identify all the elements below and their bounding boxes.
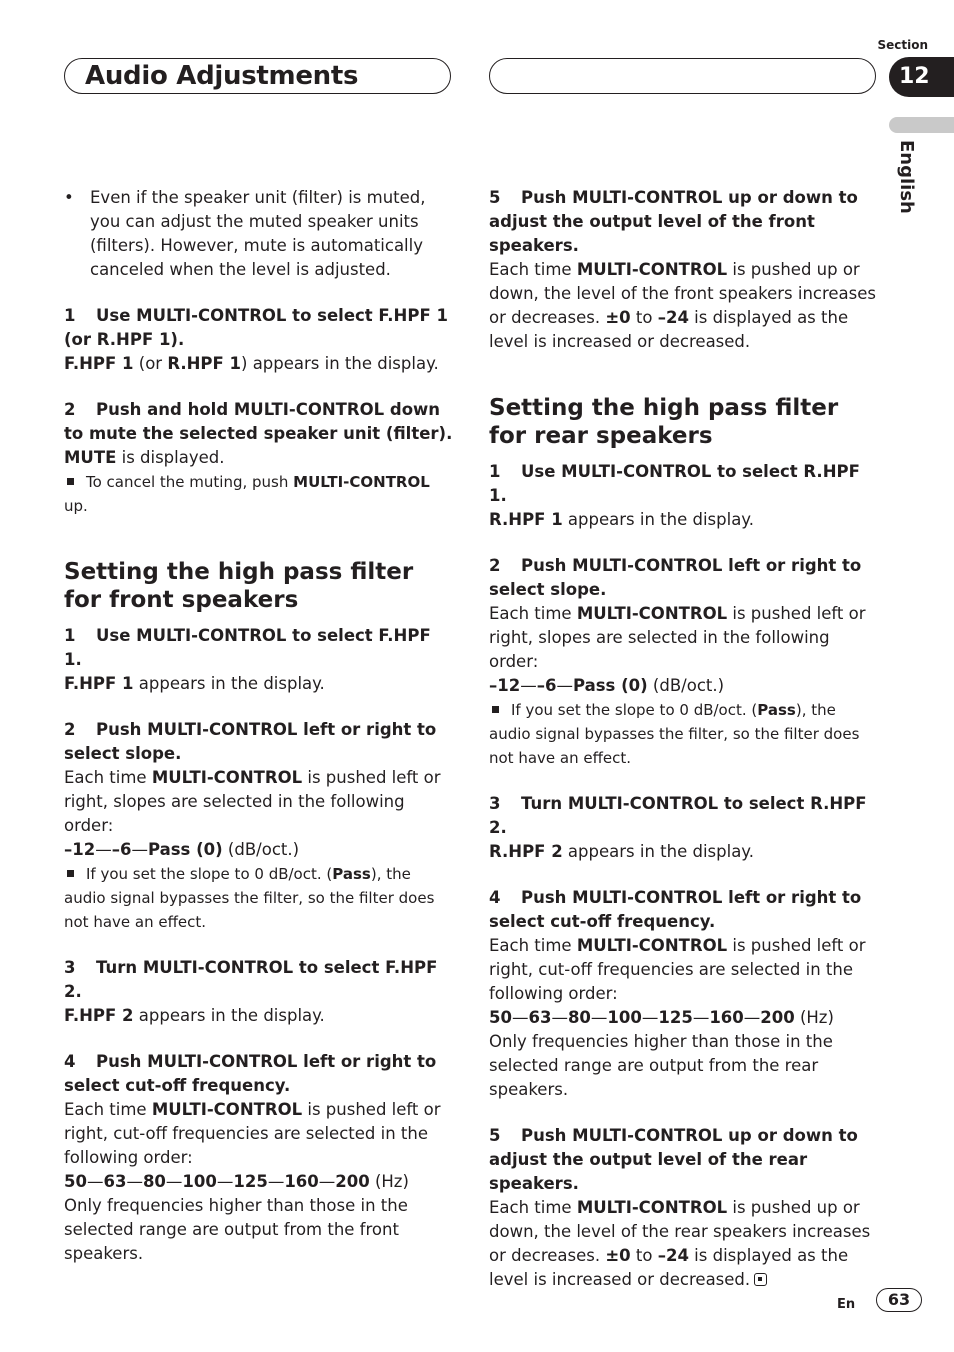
note-square-icon bbox=[492, 706, 499, 713]
slope-sequence: –12—–6—Pass (0) (dB/oct.) bbox=[489, 676, 725, 695]
note: To cancel the muting, push MULTI-CONTROL up. bbox=[64, 473, 430, 515]
step-body: R.HPF 2 appears in the display. bbox=[489, 842, 754, 861]
left-column bbox=[64, 186, 454, 1266]
page-number: 63 bbox=[876, 1288, 922, 1312]
bullet-dot-icon: • bbox=[64, 188, 74, 207]
step-body: F.HPF 2 appears in the display. bbox=[64, 1006, 325, 1025]
section-label: Section bbox=[877, 38, 928, 52]
page-title: Audio Adjustments bbox=[85, 61, 359, 91]
step-heading: 5 Push MULTI-CONTROL up or down to adjust the output level of the rear speakers. bbox=[489, 1126, 858, 1193]
step-heading: 3 Turn MULTI-CONTROL to select F.HPF 2. bbox=[64, 958, 438, 1001]
step-heading: 4 Push MULTI-CONTROL left or right to select cut-off frequency. bbox=[64, 1052, 437, 1095]
step-body: Each time MULTI-CONTROL is pushed left or right, cut-off frequencies are selected in the following order: bbox=[64, 1100, 441, 1167]
step-body: R.HPF 1 appears in the display. bbox=[489, 510, 754, 529]
slope-sequence: –12—–6—Pass (0) (dB/oct.) bbox=[64, 840, 300, 859]
step-heading: 2 Push and hold MULTI-CONTROL down to mute the selected speaker unit (filter). bbox=[64, 400, 453, 443]
note: If you set the slope to 0 dB/oct. (Pass), the audio signal bypasses the filter, so the filter does not have an effect. bbox=[64, 865, 435, 931]
note-square-icon bbox=[67, 870, 74, 877]
section-heading: Setting the high pass filter for front speakers bbox=[64, 559, 414, 613]
end-of-section-icon bbox=[754, 1273, 767, 1286]
step-heading: 2 Push MULTI-CONTROL left or right to select slope. bbox=[64, 720, 437, 763]
header-title-box bbox=[64, 58, 451, 94]
language-label: English bbox=[896, 140, 917, 214]
step-heading: 3 Turn MULTI-CONTROL to select R.HPF 2. bbox=[489, 794, 867, 837]
bullet-note: • Even if the speaker unit (filter) is muted, you can adjust the muted speaker units (filters). However, mute is automatically canceled when the level is adjusted. bbox=[64, 188, 426, 279]
note-square-icon bbox=[67, 478, 74, 485]
step-body: Each time MULTI-CONTROL is pushed left or right, slopes are selected in the following order: bbox=[489, 604, 866, 671]
section-number-badge: 12 bbox=[889, 57, 954, 97]
step-body: Each time MULTI-CONTROL is pushed left or right, slopes are selected in the following order: bbox=[64, 768, 441, 835]
step-body: MUTE is displayed. bbox=[64, 448, 225, 467]
right-column bbox=[489, 186, 879, 1292]
step-heading: 2 Push MULTI-CONTROL left or right to select slope. bbox=[489, 556, 862, 599]
step-heading: 4 Push MULTI-CONTROL left or right to select cut-off frequency. bbox=[489, 888, 862, 931]
step-heading: 5 Push MULTI-CONTROL up or down to adjust the output level of the front speakers. bbox=[489, 188, 858, 255]
step-body: F.HPF 1 appears in the display. bbox=[64, 674, 325, 693]
step-body: F.HPF 1 (or R.HPF 1) appears in the display. bbox=[64, 354, 439, 373]
section-heading: Setting the high pass filter for rear speakers bbox=[489, 395, 839, 449]
frequency-sequence: 50—63—80—100—125—160—200 (Hz) bbox=[64, 1172, 409, 1191]
step-body: Only frequencies higher than those in the selected range are output from the front speakers. bbox=[64, 1196, 408, 1263]
step-body: Each time MULTI-CONTROL is pushed up or down, the level of the front speakers increases or decreases. ±0 to –24 is displayed as the level is increased or decreased. bbox=[489, 260, 877, 351]
step-body: Each time MULTI-CONTROL is pushed left or right, cut-off frequencies are selected in the following order: bbox=[489, 936, 866, 1003]
footer-language: En bbox=[837, 1297, 856, 1312]
frequency-sequence: 50—63—80—100—125—160—200 (Hz) bbox=[489, 1008, 834, 1027]
step-heading: 1 Use MULTI-CONTROL to select F.HPF 1 (or R.HPF 1). bbox=[64, 306, 448, 349]
step-heading: 1 Use MULTI-CONTROL to select F.HPF 1. bbox=[64, 626, 431, 669]
step-body: Only frequencies higher than those in the selected range are output from the rear speakers. bbox=[489, 1032, 833, 1099]
header-blank-box bbox=[489, 58, 876, 94]
note: If you set the slope to 0 dB/oct. (Pass), the audio signal bypasses the filter, so the filter does not have an effect. bbox=[489, 701, 860, 767]
language-tab-bar bbox=[889, 117, 954, 133]
step-body: Each time MULTI-CONTROL is pushed up or down, the level of the rear speakers increases or decreases. ±0 to –24 is displayed as the level is increased or decreased. bbox=[489, 1198, 871, 1289]
step-heading: 1 Use MULTI-CONTROL to select R.HPF 1. bbox=[489, 462, 860, 505]
